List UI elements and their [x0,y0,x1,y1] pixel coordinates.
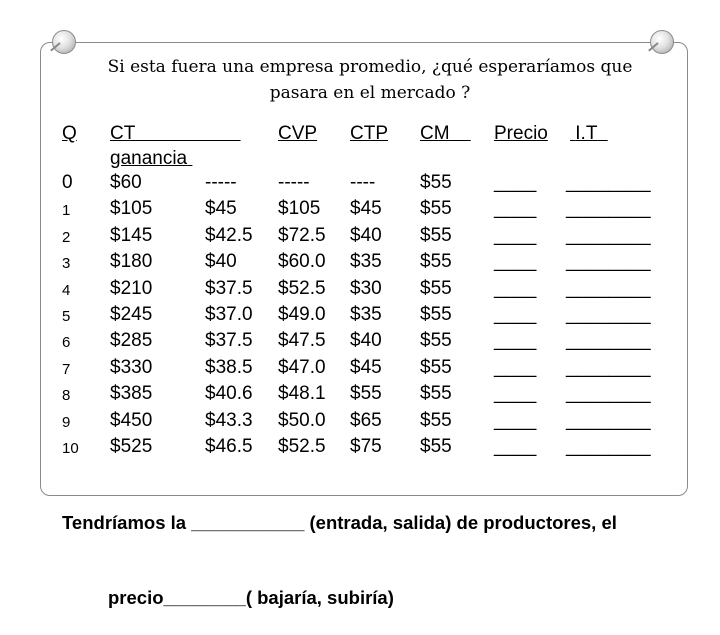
cell-ct: $210 [110,277,153,299]
cell-it: ________ [566,304,651,325]
cell-ctp: $55 [350,383,382,405]
cell-cmg: $40 [205,251,237,273]
cell-q: 3 [62,255,71,273]
cell-cm: $55 [420,330,452,352]
cell-ct: $245 [110,304,153,325]
cell-precio: ____ [494,198,537,220]
header-ct-underline [135,123,241,144]
cell-ct: $525 [110,436,153,457]
cell-it: ________ [566,277,651,299]
cell-q: 10 [62,440,79,457]
cell-cmg: $45 [205,198,237,220]
cell-cvp: $49.0 [278,304,326,325]
header-cm [420,121,471,147]
cell-q: 5 [62,308,71,325]
cell-cmg: $40.6 [205,383,253,405]
cell-cmg: ----- [205,172,237,193]
cell-q: 2 [62,228,71,246]
cell-ct: $180 [110,251,153,273]
cell-ctp: $65 [350,409,382,431]
cell-precio: ____ [494,172,537,193]
cell-cmg: $42.5 [205,224,253,246]
cell-cmg: $46.5 [205,436,253,457]
cell-precio: ____ [494,409,537,431]
cell-it: ________ [566,356,651,378]
cell-precio: ____ [494,224,537,246]
cell-ctp: $30 [350,277,382,299]
title-line-1: Si esta fuera una empresa promedio, ¿qué esperaríamos que [107,57,633,77]
cell-precio: ____ [494,330,537,352]
cell-ct: $60 [110,172,142,193]
cell-ctp: ---- [350,172,376,193]
cell-cvp: $52.5 [278,436,326,457]
cell-it: ________ [566,409,651,431]
header-ct-sub-label: ganancia [110,148,188,169]
header-precio: Precio [494,123,548,144]
cell-cvp: $50.0 [278,409,326,431]
cell-ctp: $45 [350,356,382,378]
cell-precio: ____ [494,251,537,273]
cell-cvp: $47.0 [278,356,326,378]
cell-it: ________ [566,224,651,246]
cell-cvp: $47.5 [278,330,326,352]
cell-ct: $105 [110,198,153,220]
cell-ct: $450 [110,409,153,431]
cell-cm: $55 [420,198,452,220]
cell-ctp: $35 [350,251,382,273]
cell-precio: ____ [494,436,537,457]
cell-it: ________ [566,172,651,193]
header-q: Q [62,123,77,144]
header-it-label: I.T [575,123,598,144]
cell-ct: $385 [110,383,153,405]
cell-q: 0 [62,172,73,193]
header-cvp: CVP [278,123,318,144]
cell-cmg: $37.5 [205,277,253,299]
cell-cvp: $60.0 [278,251,326,273]
header-cm-label: CM [420,123,450,144]
header-it [570,121,608,147]
cell-ctp: $40 [350,224,382,246]
cell-ct: $285 [110,330,153,352]
cell-cm: $55 [420,383,452,405]
header-it-underline-post [597,123,608,144]
cell-cm: $55 [420,277,452,299]
cell-cm: $55 [420,304,452,325]
cell-cvp: $72.5 [278,224,326,246]
cell-it: ________ [566,198,651,220]
cell-ct: $330 [110,356,153,378]
cell-cvp: $105 [278,198,321,220]
cell-q: 6 [62,334,71,352]
slide-title [0,54,720,106]
cell-cmg: $37.5 [205,330,253,352]
cell-cm: $55 [420,356,452,378]
footer-line-1: Tendríamos la ___________ (entrada, salida) de productores, el [62,512,617,533]
cell-cmg: $38.5 [205,356,253,378]
cell-ct: $145 [110,224,153,246]
cell-cmg: $37.0 [205,304,253,325]
header-ct [110,121,241,147]
fill-in-question [62,460,617,635]
cell-cm: $55 [420,172,452,193]
footer-line-2: precio________( bajaría, subiría) [108,587,394,608]
cell-cm: $55 [420,251,452,273]
cell-cm: $55 [420,436,452,457]
header-ct-sub-underline [187,148,192,169]
cell-ctp: $35 [350,304,382,325]
cell-it: ________ [566,330,651,352]
cell-cm: $55 [420,224,452,246]
cell-cvp: $48.1 [278,383,326,405]
header-ctp: CTP [350,123,388,144]
pushpin-icon [650,30,674,54]
cell-precio: ____ [494,356,537,378]
cell-it: ________ [566,383,651,405]
cell-precio: ____ [494,304,537,325]
cell-cmg: $43.3 [205,409,253,431]
header-cm-underline [450,123,471,144]
cell-precio: ____ [494,277,537,299]
cell-q: 8 [62,387,71,405]
cell-cvp: ----- [278,172,310,193]
cell-ctp: $75 [350,436,382,457]
cell-precio: ____ [494,383,537,405]
header-ct-sub [110,146,192,172]
cell-ctp: $45 [350,198,382,220]
title-line-2: pasara en el mercado ? [269,83,471,103]
cell-q: 4 [62,281,71,299]
header-ct-label: CT [110,123,135,144]
cell-q: 7 [62,360,71,378]
cell-cm: $55 [420,409,452,431]
cell-q: 9 [62,413,71,431]
cell-it: ________ [566,436,651,457]
cell-q: 1 [62,202,71,220]
pushpin-icon [52,30,76,54]
cell-it: ________ [566,251,651,273]
cell-ctp: $40 [350,330,382,352]
cell-cvp: $52.5 [278,277,326,299]
